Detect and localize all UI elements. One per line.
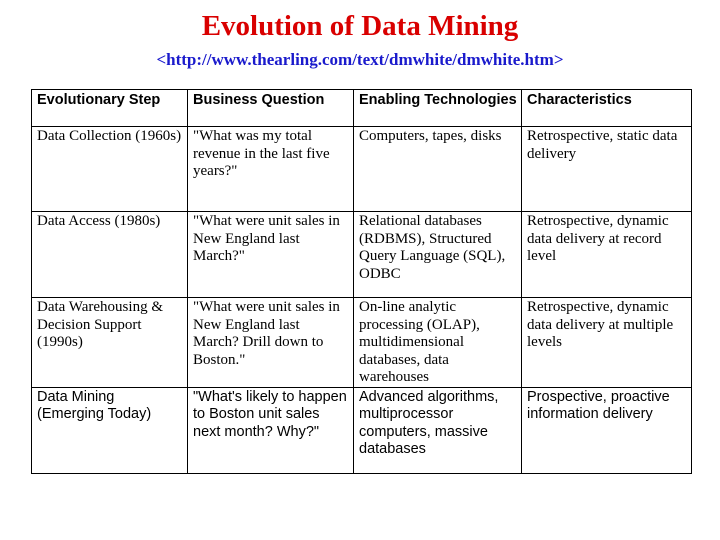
cell-characteristics: Prospective, proactive information delivery (522, 387, 692, 473)
table-row (32, 298, 692, 388)
cell-question: "What were unit sales in New England last March?" (188, 212, 354, 298)
source-reference (0, 48, 720, 72)
table-header-row (32, 90, 692, 127)
subtitle-close-bracket: > (553, 50, 564, 69)
header-evolutionary-step: Evolutionary Step (32, 90, 188, 127)
cell-characteristics: Retrospective, dynamic data delivery at record level (522, 212, 692, 298)
table-row (32, 127, 692, 212)
cell-technologies: On-line analytic processing (OLAP), multidimensional databases, data warehouses (354, 298, 522, 388)
cell-characteristics: Retrospective, dynamic data delivery at multiple levels (522, 298, 692, 388)
header-characteristics: Characteristics (522, 90, 692, 127)
cell-question: "What's likely to happen to Boston unit sales next month? Why?" (188, 387, 354, 473)
header-enabling-technologies: Enabling Technologies (354, 90, 522, 127)
cell-technologies: Computers, tapes, disks (354, 127, 522, 212)
table-row (32, 212, 692, 298)
cell-question: "What were unit sales in New England last March? Drill down to Boston." (188, 298, 354, 388)
header-business-question: Business Question (188, 90, 354, 127)
cell-step: Data Access (1980s) (32, 212, 188, 298)
subtitle-open-bracket: < (156, 50, 167, 69)
cell-technologies: Relational databases (RDBMS), Structured Query Language (SQL), ODBC (354, 212, 522, 298)
table-row (32, 387, 692, 473)
cell-step: Data Collection (1960s) (32, 127, 188, 212)
cell-step: Data Warehousing & Decision Support (1990s) (32, 298, 188, 388)
cell-technologies: Advanced algorithms, multiprocessor computers, massive databases (354, 387, 522, 473)
cell-question: "What was my total revenue in the last five years?" (188, 127, 354, 212)
cell-characteristics: Retrospective, static data delivery (522, 127, 692, 212)
source-link[interactable]: http://www.thearling.com/text/dmwhite/dmwhite.htm (166, 50, 554, 69)
evolution-table (31, 89, 692, 474)
cell-step: Data Mining (Emerging Today) (32, 387, 188, 473)
page-title: Evolution of Data Mining (201, 10, 519, 42)
